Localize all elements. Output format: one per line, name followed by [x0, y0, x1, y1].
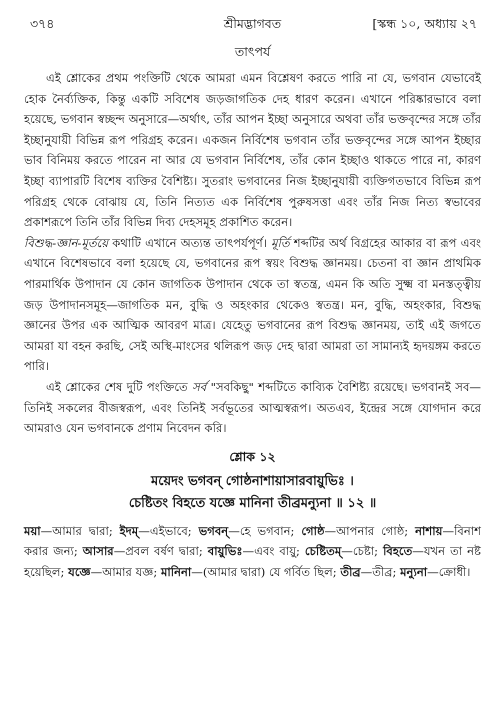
synonym-word: যজ্ঞে	[68, 564, 91, 579]
synonym-meaning: —ক্রোধী।	[427, 564, 471, 579]
sanskrit-term: সর্ব	[192, 379, 207, 394]
synonym-word: ময়া	[24, 523, 41, 538]
verse-line-2: চেষ্টিতং বিহতে যজ্ঞে মানিনা তীব্রমন্যুনা ॥ ১২ ॥	[128, 495, 377, 511]
synonym-meaning: —যখন তা নষ্ট হয়েছিল;	[24, 544, 481, 579]
synonym-word: আসার	[82, 544, 114, 559]
synonyms-block	[24, 521, 481, 583]
synonym-word: ইদম্	[119, 523, 139, 538]
synonym-word: বিহতে	[383, 544, 413, 559]
synonym-word: চেষ্টিতম্	[304, 544, 342, 559]
synonym-meaning: —বিনাশ করার জন্য;	[24, 523, 481, 559]
page-number: ৩৭৪	[30, 16, 55, 31]
sanskrit-term: বিশুদ্ধ-জ্ঞান-মূর্তয়ে	[24, 235, 109, 250]
synonym-meaning: —আপনার গোষ্ঠ;	[324, 523, 416, 538]
synonym-meaning: —হে ভগবান;	[228, 523, 302, 538]
synonym-word: মন্যুনা	[400, 564, 428, 579]
verse-heading: শ্লোক ১২	[229, 448, 276, 464]
running-header	[24, 14, 481, 36]
synonym-meaning: —এবং বায়ু;	[242, 544, 305, 559]
synonym-meaning: —এইভাবে;	[138, 523, 199, 538]
synonym-word: ভগবন্	[198, 523, 229, 538]
sanskrit-term: মূর্তি	[271, 235, 290, 250]
synonym-word: মানিনা	[160, 564, 192, 579]
purport-paragraph-2: বিশুদ্ধ-জ্ঞান-মূর্তয়ে কথাটি এখানে অত্যন্ত তাৎপর্যপূর্ণ। মূর্তি শব্দটির অর্থ বিগ্রহের আকার বা রূপ এবং এখানে বিশেষভাবে বলা হয়েছে যে, ভগবানের রূপ স্বয়ং বিশুদ্ধ জ্ঞানময়। চেতনা বা জ্ঞান প্রাথমিক পারমার্থিক উপাদান যে কোন জাগতিক উপাদান থেকে তা স্বতন্ত্র, এমন কি অতি সুক্ষ্ম বা মনস্তত্ত্বীয় জড় উপাদানসমূহ—জাগতিক মন, বুদ্ধি ও অহংকার থেকেও স্বতন্ত্র। মন, বুদ্ধি, অহংকার, বিশুদ্ধ জ্ঞানের উপর এক আত্মিক আবরণ মাত্র। যেহেতু ভগবানের রূপ বিশুদ্ধ জ্ঞানময়, তাই এই জগতে আমরা যা বহন করছি, সেই অস্থি-মাংসের থলিরূপ জড় দেহ দ্বারা আমরা তা সামান্যই হৃদয়ঙ্গম করতে পারি।	[24, 235, 482, 374]
verse-line-1: ময়েদং ভগবন্ গোষ্ঠনাশায়াসারবায়ুভিঃ ।	[151, 473, 354, 489]
purport-heading: তাৎপর্য	[234, 44, 271, 59]
synonym-meaning: —তীব্র;	[360, 564, 401, 579]
synonym-meaning: —(আমার দ্বারা) যে গর্বিত ছিল;	[191, 564, 341, 579]
synonym-meaning: —আমার যজ্ঞ;	[90, 564, 161, 579]
synonym-meaning: —প্রবল বর্ষণ দ্বারা;	[113, 544, 208, 559]
synonym-meaning: —চেষ্টা;	[341, 544, 384, 559]
synonym-meaning: —আমার দ্বারা;	[40, 523, 120, 538]
synonym-word: গোষ্ঠ	[301, 523, 325, 538]
synonym-word: নাশায়	[415, 523, 443, 538]
book-title: শ্রীমদ্ভাগবত	[223, 16, 282, 31]
chapter-reference: [স্কন্ধ ১০, অধ্যায় ২৭	[372, 16, 477, 31]
purport-paragraph-3: এই শ্লোকের শেষ দুটি পংক্তিতে সর্ব "সবকিছু" শব্দটিতে কাব্যিক বৈশিষ্ট্য রয়েছে। ভগবানই সব—তিনিই সকলের বীজস্বরূপ, এবং তিনিই সর্বভূতের আত্মস্বরূপ। অতএব, ইন্দ্রের সঙ্গে যোগদান করে আমরাও যেন ভগবানকে প্রণাম নিবেদন করি।	[24, 379, 481, 436]
purport-paragraph-1: এই শ্লোকের প্রথম পংক্তিটি থেকে আমরা এমন বিশ্লেষণ করতে পারি না যে, ভগবান যেভাবেই হোক নৈর্ব্যক্তিক, কিন্তু একটি সবিশেষ জড়জাগতিক দেহ ধারণ করেন। এখানে পরিষ্কারভাবে বলা হয়েছে, ভগবান স্বচ্ছন্দ অনুসারে—অর্থাৎ, তাঁর আপন ইচ্ছা অনুসারে অথবা তাঁর ভক্তবৃন্দের সঙ্গে তাঁর ইচ্ছানুযায়ী বিভিন্ন রূপ পরিগ্রহ করেন। একজন নির্বিশেষ ভগবান তাঁর ভক্তবৃন্দের সঙ্গে আপন ইচ্ছার ভাব বিনিময় করতে পারেন না আর যে ভগবান নির্বিশেষ, তাঁর কোন ইচ্ছাও থাকতে পারে না, কারণ ইচ্ছা ব্যাপারটি বিশেষ ব্যক্তির বৈশিষ্ট্য। সুতরাং ভগবানের নিজ ইচ্ছানুযায়ী ব্যক্তিগতভাবে বিভিন্ন রূপ পরিগ্রহ থেকে বোঝায় যে, তিনি নিত্যত এক নির্বিশেষ পুরুষসত্তা এবং তাঁর নিজ নিত্য স্বভাবের প্রকাশরূপে তিনি তাঁর বিভিন্ন দিব্য দেহসমূহ প্রকাশিত করেন।	[24, 71, 481, 230]
synonym-word: তীব্র	[340, 564, 361, 579]
synonym-word: বায়ুভিঃ	[207, 544, 243, 559]
